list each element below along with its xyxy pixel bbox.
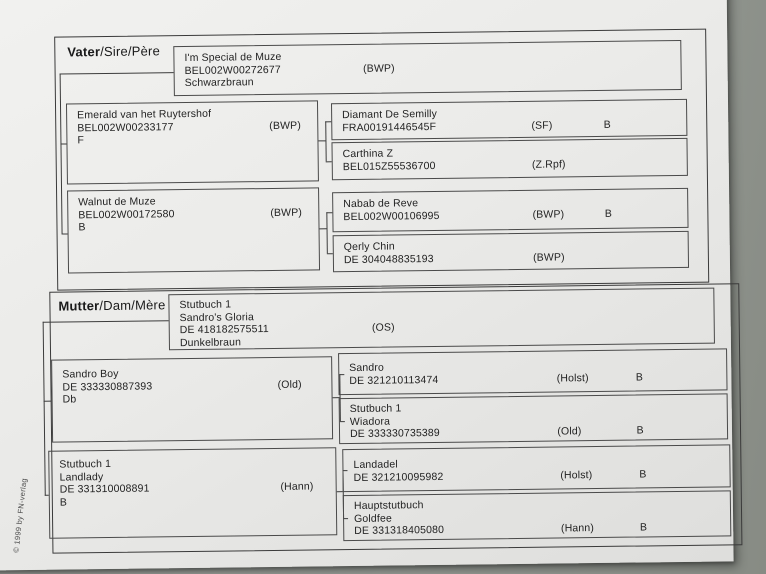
registration-number: DE 321210095982 xyxy=(353,470,444,484)
dam-heading-secondary: /Dam/Mère xyxy=(99,297,166,314)
studbook-association: (BWP) xyxy=(363,61,395,75)
registration-number: DE 418182575511 xyxy=(179,323,269,337)
sire-heading-secondary: /Sire/Père xyxy=(100,43,161,60)
pedigree-box-dam-grandsire xyxy=(51,356,333,442)
registration-number: DE 333330735389 xyxy=(349,426,440,441)
registration-number: BEL002W00106995 xyxy=(343,209,440,223)
pedigree-box-dam-gg-dam1 xyxy=(339,393,729,444)
pedigree-box-dam xyxy=(168,288,715,351)
pedigree-box-sire-gg-dam1 xyxy=(331,138,687,180)
pedigree-box-dam-gg-sire1 xyxy=(338,348,727,395)
extra-info: B xyxy=(59,495,68,509)
registration-number: DE 331310008891 xyxy=(59,482,150,496)
pedigree-box-sire-gg-sire1 xyxy=(331,99,687,140)
registration-number: BEL002W00233177 xyxy=(77,120,174,134)
studbook-title: Stutbuch 1 xyxy=(179,298,232,312)
registration-number: DE 304048835193 xyxy=(343,252,434,266)
sire-heading-primary: Vater xyxy=(67,44,101,60)
connector-line xyxy=(44,401,52,402)
registration-number: FRA00191446545F xyxy=(342,120,437,134)
studbook-association: (OS) xyxy=(371,321,395,334)
studbook-association: (SF) xyxy=(531,119,553,132)
horse-name: Goldfee xyxy=(353,512,392,525)
studbook-association: (Old) xyxy=(277,378,302,391)
registration-number: DE 331318405080 xyxy=(354,523,445,537)
studbook-title: Stutbuch 1 xyxy=(349,402,402,416)
premium-mark: B xyxy=(635,370,644,384)
premium-mark: B xyxy=(639,467,647,481)
studbook-association: (BWP) xyxy=(533,250,565,264)
horse-name: Nabab de Reve xyxy=(343,197,419,211)
horse-name: Diamant De Semilly xyxy=(342,107,438,122)
pedigree-box-dam-gg-sire2 xyxy=(342,444,730,492)
studbook-association: (Old) xyxy=(557,425,582,438)
extra-info: Db xyxy=(62,393,77,406)
horse-name: Carthina Z xyxy=(342,147,394,161)
studbook-title: Stutbuch 1 xyxy=(59,457,112,471)
pedigree-box-sire-gg-sire2 xyxy=(332,188,688,232)
horse-name: Walnut de Muze xyxy=(78,195,156,209)
color-info: Schwarzbraun xyxy=(184,76,254,90)
studbook-association: (Holst) xyxy=(556,371,589,385)
dam-heading-primary: Mutter xyxy=(58,298,100,314)
pedigree-box-dam-gg-dam2 xyxy=(343,490,732,541)
connector-line xyxy=(318,140,325,141)
premium-mark: B xyxy=(636,424,644,437)
dam-section-heading xyxy=(58,297,165,313)
studbook-association: (Z.Rpf) xyxy=(531,157,566,171)
pedigree-box-dam-granddam xyxy=(48,447,337,539)
color-info: Dunkelbraun xyxy=(179,335,242,349)
pedigree-box-sire-grandsire xyxy=(66,100,319,184)
pedigree-box-sire xyxy=(173,40,682,96)
horse-name: Emerald van het Ruytershof xyxy=(77,107,212,122)
studbook-association: (BWP) xyxy=(270,206,303,219)
premium-mark: B xyxy=(604,207,613,220)
horse-name: Landlady xyxy=(59,470,104,484)
horse-name: Sandro xyxy=(349,361,385,375)
registration-number: BEL002W00172580 xyxy=(78,207,175,221)
studbook-association: (BWP) xyxy=(532,207,565,221)
horse-name: Sandro Boy xyxy=(62,367,119,381)
horse-name: Sandro's Gloria xyxy=(179,310,254,324)
connector-line xyxy=(320,228,327,229)
horse-name: Qerly Chin xyxy=(343,240,395,254)
registration-number: BEL002W00272677 xyxy=(184,63,281,77)
studbook-title: Hauptstutbuch xyxy=(353,499,424,512)
pedigree-box-sire-gg-dam2 xyxy=(333,231,689,272)
horse-name: I'm Special de Muze xyxy=(184,50,282,65)
pedigree-box-sire-granddam xyxy=(67,187,320,273)
extra-info: F xyxy=(77,134,85,147)
extra-info: B xyxy=(78,221,86,234)
studbook-association: (Hann) xyxy=(560,522,595,535)
registration-number: DE 333330887393 xyxy=(62,379,153,394)
registration-number: BEL015Z55536700 xyxy=(342,159,436,173)
registration-number: DE 321210113474 xyxy=(349,373,439,387)
premium-mark: B xyxy=(639,521,648,534)
connector-line xyxy=(43,322,46,496)
horse-name: Wiadora xyxy=(349,415,391,428)
horse-name: Landadel xyxy=(353,458,398,471)
studbook-association: (BWP) xyxy=(269,119,302,132)
studbook-association: (Hann) xyxy=(280,480,314,493)
premium-mark: B xyxy=(603,118,611,131)
sire-section-heading xyxy=(67,43,160,59)
studbook-association: (Holst) xyxy=(560,468,593,481)
copyright-text: © 1999 by FN-verlag xyxy=(11,477,29,554)
